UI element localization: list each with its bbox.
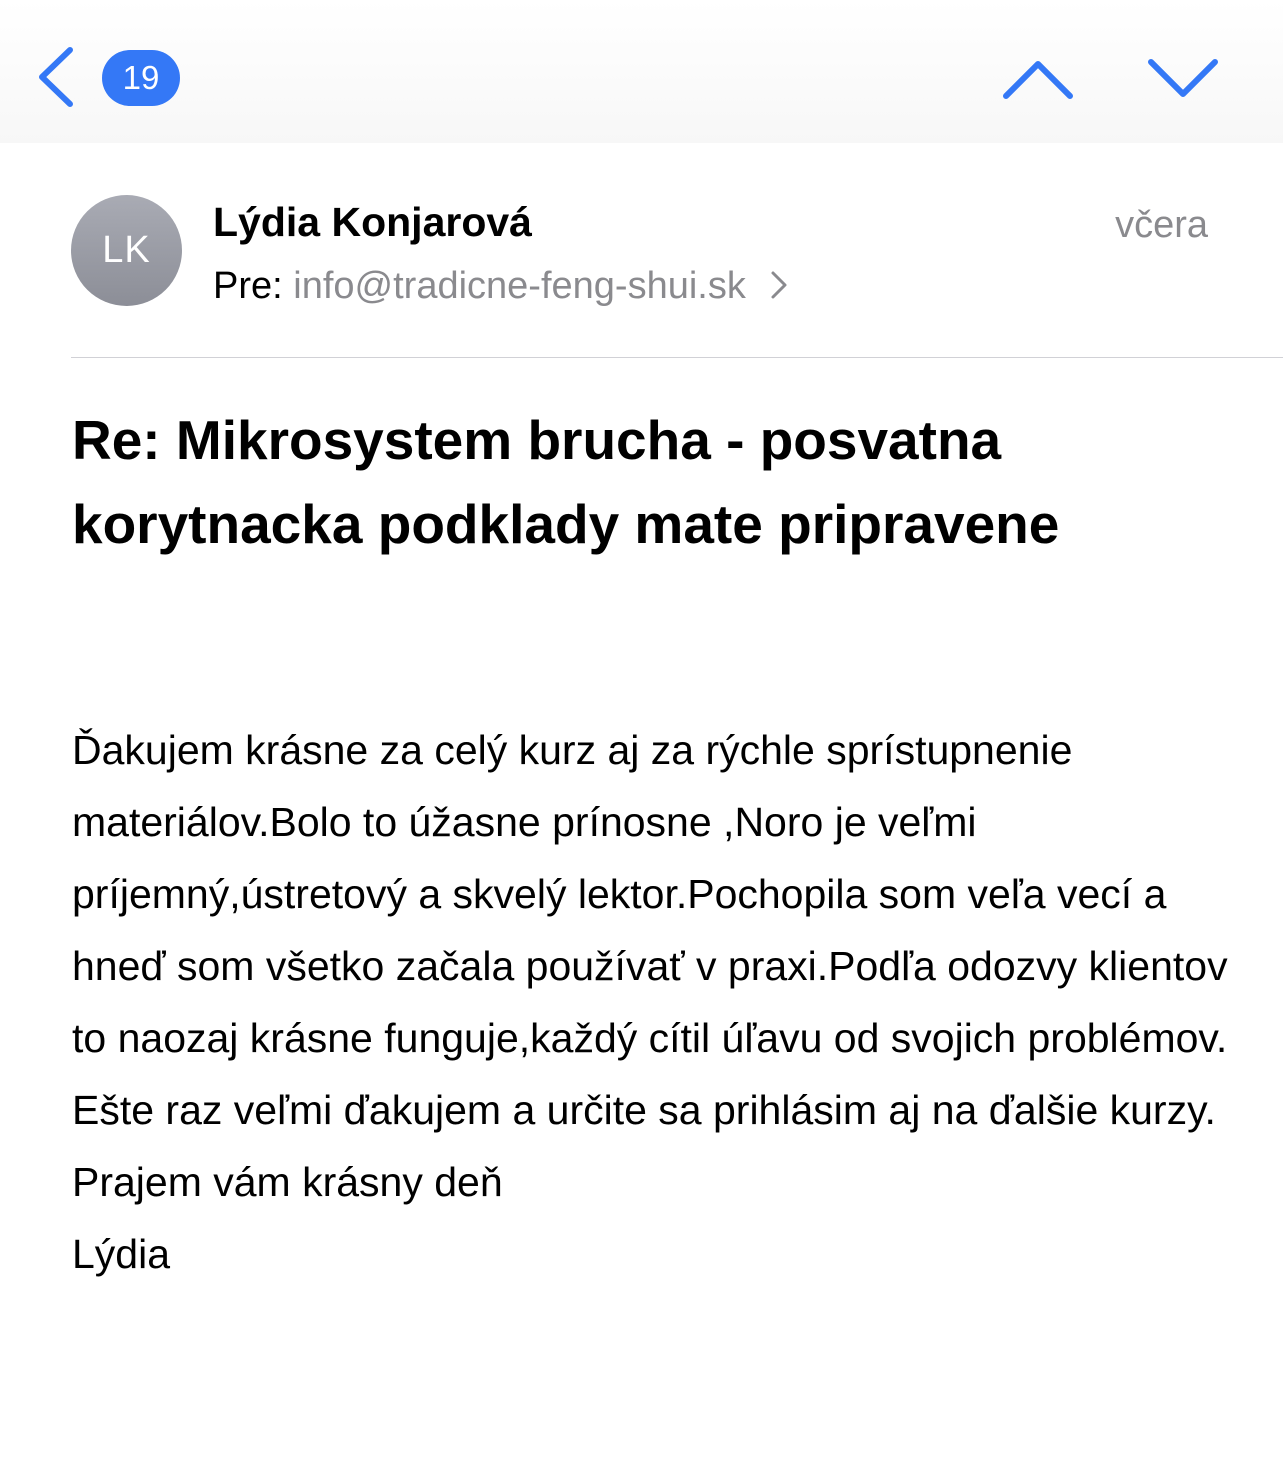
sender-avatar[interactable]: LK	[71, 195, 182, 306]
recipient-email[interactable]: info@tradicne-feng-shui.sk	[293, 265, 746, 307]
back-button[interactable]	[30, 42, 80, 112]
previous-message-button[interactable]	[998, 52, 1078, 104]
body-signature: Lýdia	[72, 1231, 171, 1277]
recipient-row[interactable]	[213, 261, 788, 311]
header-divider	[71, 357, 1283, 358]
next-message-button[interactable]	[1143, 52, 1223, 104]
message-date: včera	[1115, 204, 1208, 246]
sender-name[interactable]: Lýdia Konjarová	[213, 199, 532, 245]
chevron-down-icon	[1143, 52, 1223, 104]
body-paragraph: Ďakujem krásne za celý kurz aj za rýchle sprístupnenie materiálov.Bolo to úžasne prínosne ,Noro je veľmi príjemný,ústretový a skvelý lektor.Pochopila som veľa vecí a hneď som všetko začala používať v praxi.Podľa odozvy klientov to naozaj krásne funguje,každý cítil úľavu od svojich problémov. Ešte raz veľmi ďakujem a určite sa prihlásim aj na ďalšie kurzy.	[72, 727, 1228, 1133]
body-closing: Prajem vám krásny deň	[72, 1159, 503, 1205]
recipient-label: Pre:	[213, 265, 283, 307]
chevron-left-icon	[30, 42, 80, 112]
navigation-bar	[0, 0, 1283, 143]
message-subject: Re: Mikrosystem brucha - posvatna korytnacka podklady mate pripravene	[72, 409, 1060, 555]
chevron-up-icon	[998, 52, 1078, 104]
chevron-right-icon	[770, 270, 788, 300]
message-body	[72, 714, 1232, 1290]
unread-count-badge[interactable]: 19	[102, 50, 180, 106]
